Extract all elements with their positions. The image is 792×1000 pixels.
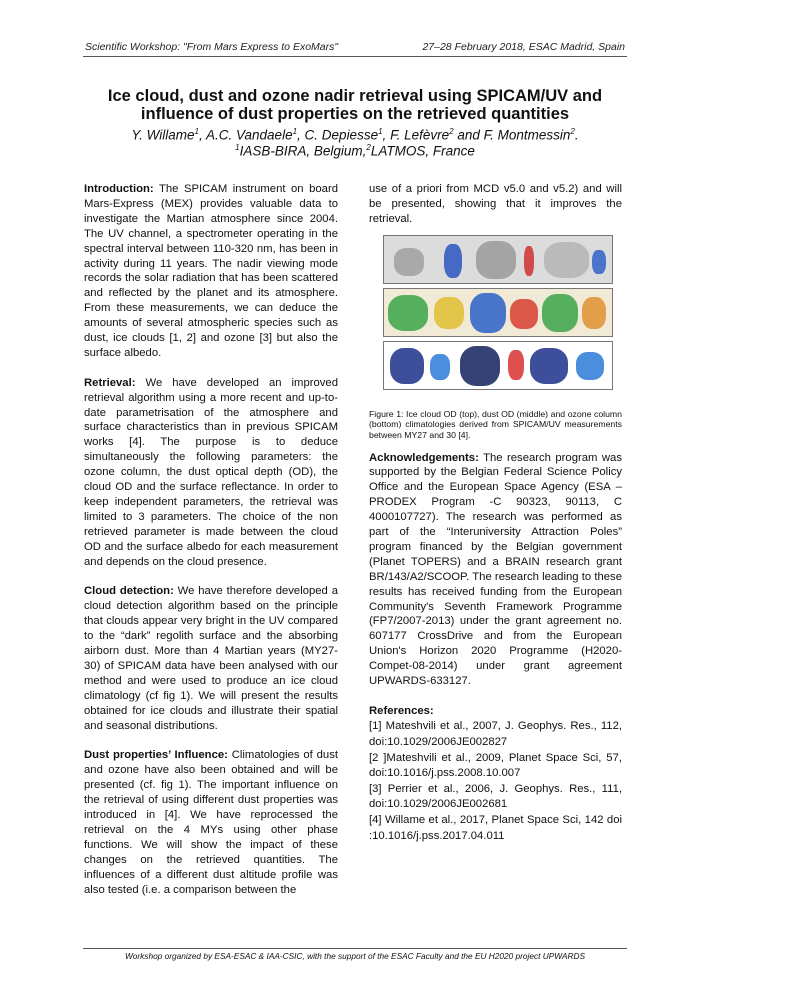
- dust-od-map: [383, 288, 613, 337]
- ice-cloud-od-map: [383, 235, 613, 284]
- author-2-affil: 1: [292, 127, 298, 136]
- figure-1: [369, 233, 622, 401]
- affiliation-2: LATMOS, France: [370, 143, 475, 159]
- figure-1-caption: Figure 1: Ice cloud OD (top), dust OD (middle) and ozone column (bottom) climatologies derived from SPICAM/UV measurements between MY27 and 30 [4].: [369, 408, 622, 440]
- retrieval-paragraph: Retrieval: We have developed an improved retrieval algorithm using a more recent and up-to-date parametrisation of the atmosphere and surface characteristics than in previous SPICAM works [4]. The purpose is to deduce simultaneously the following parameters: the ozone column, the dust optical depth (OD), the cloud OD and the surface reflectance. In order to keep independent parameters, the retrieval was limited to 3 parameters. The choice of the non retrieved parameter is made between the cloud OD and the surface albedo for each measurement and depends on the cloud presence.: [84, 376, 338, 568]
- title-line-1: Ice cloud, dust and ozone nadir retrieval using SPICAM/UV and: [107, 87, 603, 105]
- author-5-affil: 2: [570, 127, 575, 136]
- dust-properties-heading: Dust properties’ Influence:: [84, 749, 228, 762]
- author-4-affil: 2: [449, 127, 454, 136]
- author-3: C. Depiesse: [304, 127, 379, 143]
- author-5: F. Montmessin: [483, 127, 571, 143]
- page-footer: Workshop organized by ESA-ESAC & IAA-CSIC, with the support of the ESAC Faculty and the EU H2020 project UPWARDS: [83, 948, 627, 961]
- author-3-affil: 1: [378, 127, 383, 136]
- retrieval-heading: Retrieval:: [84, 376, 136, 389]
- reference-item: [2 ]Mateshvili et al., 2009, Planet Space Sci, 57, doi:10.1016/j.pss.2008.10.007: [369, 751, 622, 780]
- references-heading: References:: [369, 704, 434, 717]
- affiliations: $^1$IASB-BIRA, Belgium,$^2$LATMOS, France: [235, 143, 475, 159]
- left-column: [84, 182, 338, 912]
- cloud-detection-paragraph: Cloud detection: We have therefore developed a cloud detection algorithm based on the principle that clouds appear very bright in the UV compared to the “dark” regolith surface and the absorbing airborn dust. More than 4 Martian years (MY27-30) of SPICAM data have been analysed with our method and were used to produce an ice cloud climatology (cf fig 1). We will present the results obtained for ice clouds and illustrate their spatial and seasonal distributions.: [84, 585, 338, 732]
- author-1: Y. Willame: [131, 127, 195, 143]
- reference-item: [4] Willame et al., 2017, Planet Space Sci, 142 doi :10.1016/j.pss.2017.04.011: [369, 814, 622, 842]
- author-list: Y. Willame$^1$, A.C. Vandaele$^1$, C. Depiesse$^1$, F. Lefèvre$^2$ and F. Montmessin$^2$.: [131, 127, 579, 143]
- cloud-detection-heading: Cloud detection:: [84, 585, 174, 598]
- author-2: A.C. Vandaele: [206, 127, 293, 143]
- acknowledgements-heading: Acknowledgements:: [369, 451, 479, 464]
- reference-item: [1] Mateshvili et al., 2007, J. Geophys. Res., 112, doi:10.1029/2006JE002827: [369, 720, 622, 749]
- reference-item: [3] Perrier et al., 2006, J. Geophys. Res., 111, doi:10.1029/2006JE002681: [369, 782, 622, 811]
- author-4: F. Lefèvre: [390, 127, 450, 143]
- acknowledgements-paragraph: Acknowledgements: The research program was supported by the Belgian Federal Science Policy Office and the European Space Agency (ESA – PRODEX Program -C 90323, 90113, C 4000107727). The research was performed as part of the “Interuniversity Attraction Poles” program financed by the Belgian government (Planet TOPERS) and a BRAIN research grant BR/143/A2/SCOOP. The research leading to these results has received funding from the European Community's Seventh Framework Programme (FP7/2007-2013) under the grant agreement no. 607177 CrossDrive and from the European Union's Horizon 2020 Programme (H2020-Compet-08-2014) under grant agreement UPWARDS-633127.: [369, 451, 622, 688]
- header-workshop: Scientific Workshop: "From Mars Express to ExoMars": [85, 41, 339, 53]
- references: [369, 704, 622, 844]
- header-date-place: 27–28 February 2018, ESAC Madrid, Spain: [422, 41, 625, 53]
- page-header: [83, 40, 627, 57]
- dust-continuation: use of a priori from MCD v5.0 and v5.2) and will be presented, showing that it improves the retrieval.: [369, 183, 622, 225]
- ozone-column-map: [383, 341, 613, 390]
- intro-heading: Introduction:: [84, 183, 154, 195]
- intro-paragraph: Introduction: The SPICAM instrument on board Mars-Express (MEX) provides valuable data to investigate the Martian atmosphere since 2004. The UV channel, a spectrometer operating in the spectral interval between 110-320 nm, has been in activity during 11 years. The nadir viewing mode records the solar radiation that has been scattered and reflected by the planet and its atmosphere. From these measurements, we can deduce the amounts of several atmospheric species such as dust, ice clouds [1, 2] and ozone [3] but also the surface albedo.: [84, 183, 338, 359]
- dust-properties-paragraph: Dust properties’ Influence: Climatologies of dust and ozone have also been obtained and will be presented (cf. fig 1). The important influence on the retrieval of using different dust properties was introduced in [4]. We have reprocessed the retrieval on the 4 MYs using other phase functions. We will show the impact of these changes on the retrieved quantities. The influences of a different dust altitude profile was also tested (i.e. a comparison between the: [84, 749, 339, 896]
- affiliation-1: IASB-BIRA, Belgium,: [239, 143, 367, 159]
- right-column: [369, 182, 622, 844]
- author-1-affil: 1: [194, 127, 199, 136]
- title-line-2: influence of dust properties on the retrieved quantities: [140, 105, 570, 123]
